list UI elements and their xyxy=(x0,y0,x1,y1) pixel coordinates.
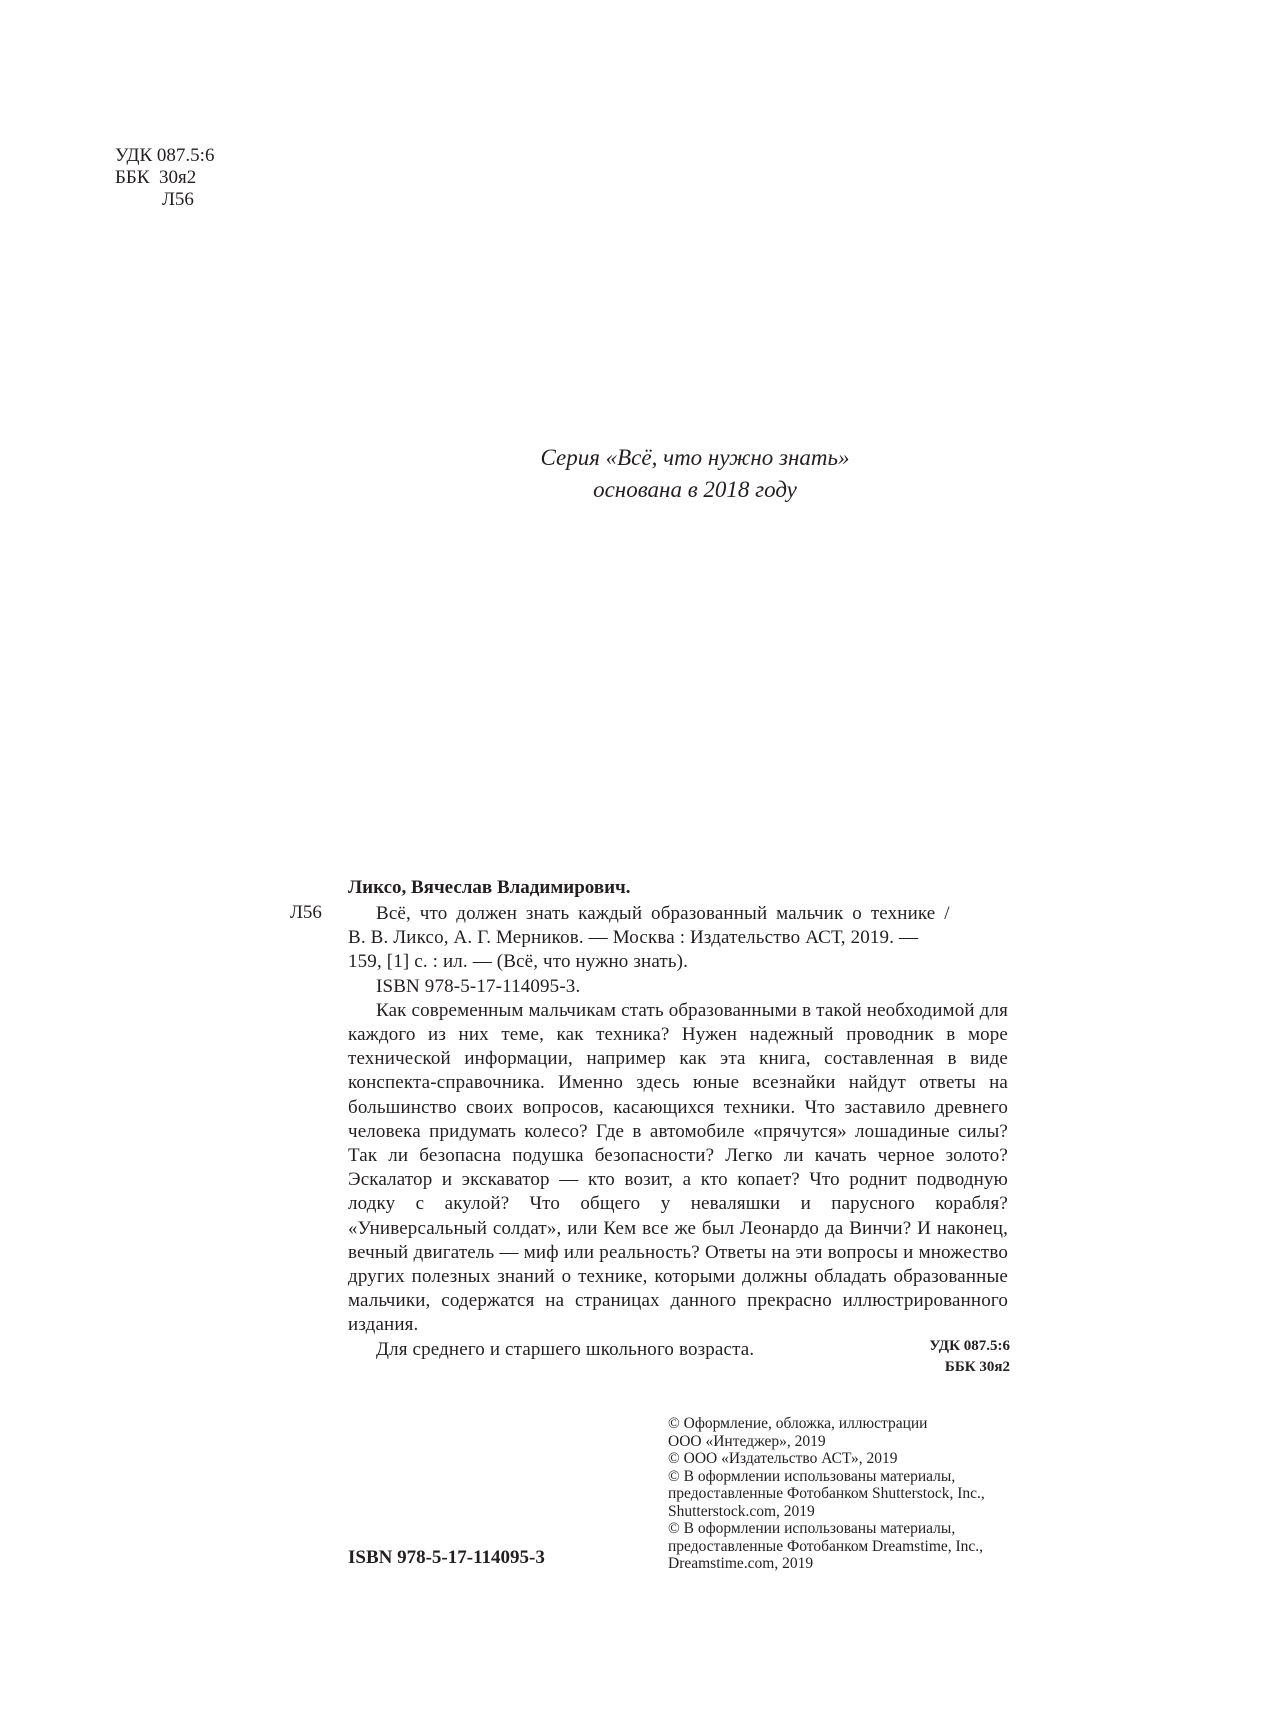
bbk-code: ББК 30я2 xyxy=(115,167,197,188)
series-line-2: основана в 2018 году xyxy=(593,477,797,502)
copyright-line: Shutterstock.com, 2019 xyxy=(668,1502,815,1520)
copyright-line: © ООО «Издательство АСТ», 2019 xyxy=(668,1450,898,1467)
record-annotation: Как современным мальчикам стать образованными в такой необходимой для каждого из них теме, как техника? Нужен надежный проводник в море технической информации, например как эта книга, составленная в виде конспекта-справочника. Именно здесь юные всезнайки найдут ответы на большинство своих вопросов, касающихся техники. Что заставило древнего человека придумать колесо? Где в автомобиле «прячутся» лошадиные силы? Так ли безопасна подушка безопасности? Легко ли качать черное золото? Эскалатор и экскаватор — кто возит, а кто копает? Что роднит подводную лодку с акулой? Что общего у неваляшки и парусного корабля? «Универсальный солдат», или Кем все же был Леонардо да Винчи? И наконец, вечный двигатель — миф или реальность? Ответы на эти вопросы и множество других полезных знаний о технике, которыми должны обладать образованные мальчики, содержатся на страницах данного прекрасно иллюстрированного издания. xyxy=(348,999,1008,1336)
record-author: Ликсо, Вячеслав Владимирович. xyxy=(348,877,631,898)
author-mark: Л56 xyxy=(162,189,194,210)
isbn-bottom: ISBN 978-5-17-114095-3 xyxy=(348,1547,545,1568)
udk-code: УДК 087.5:6 xyxy=(115,145,215,166)
copyright-line: Dreamstime.com, 2019 xyxy=(668,1555,814,1572)
bibliographic-record xyxy=(348,902,1008,1362)
copyright-line: © В оформлении использованы материалы, xyxy=(668,1467,956,1485)
record-author-mark: Л56 xyxy=(290,902,322,923)
record-audience: Для среднего и старшего школьного возраста. xyxy=(376,1338,755,1360)
footer-classification-codes xyxy=(880,1336,1010,1378)
copyright-line: предоставленные Фотобанком Shutterstock, Inc., xyxy=(668,1485,985,1502)
copyright-line: © Оформление, обложка, иллюстрации xyxy=(668,1415,928,1432)
footer-bbk-code: ББК 30я2 xyxy=(944,1359,1010,1375)
series-line-1: Серия «Всё, что нужно знать» xyxy=(540,445,850,470)
copyright-block xyxy=(668,1415,1068,1573)
record-title-line-3: 159, [1] с. : ил. — (Всё, что нужно знать). xyxy=(348,951,689,973)
record-isbn: ISBN 978-5-17-114095-3. xyxy=(376,975,581,997)
series-note xyxy=(470,442,920,506)
footer-udk-code: УДК 087.5:6 xyxy=(929,1338,1010,1354)
copyright-line: © В оформлении использованы материалы, xyxy=(668,1520,956,1537)
copyright-line: ООО «Интеджер», 2019 xyxy=(668,1432,826,1450)
record-title-line-2: В. В. Ликсо, А. Г. Мерников. — Москва : Издательство АСТ, 2019. — xyxy=(348,927,919,949)
copyright-line: предоставленные Фотобанком Dreamstime, Inc., xyxy=(668,1537,984,1555)
record-title-line-1: Всё, что должен знать каждый образованный мальчик о технике / xyxy=(376,903,950,924)
classification-codes xyxy=(115,145,214,211)
